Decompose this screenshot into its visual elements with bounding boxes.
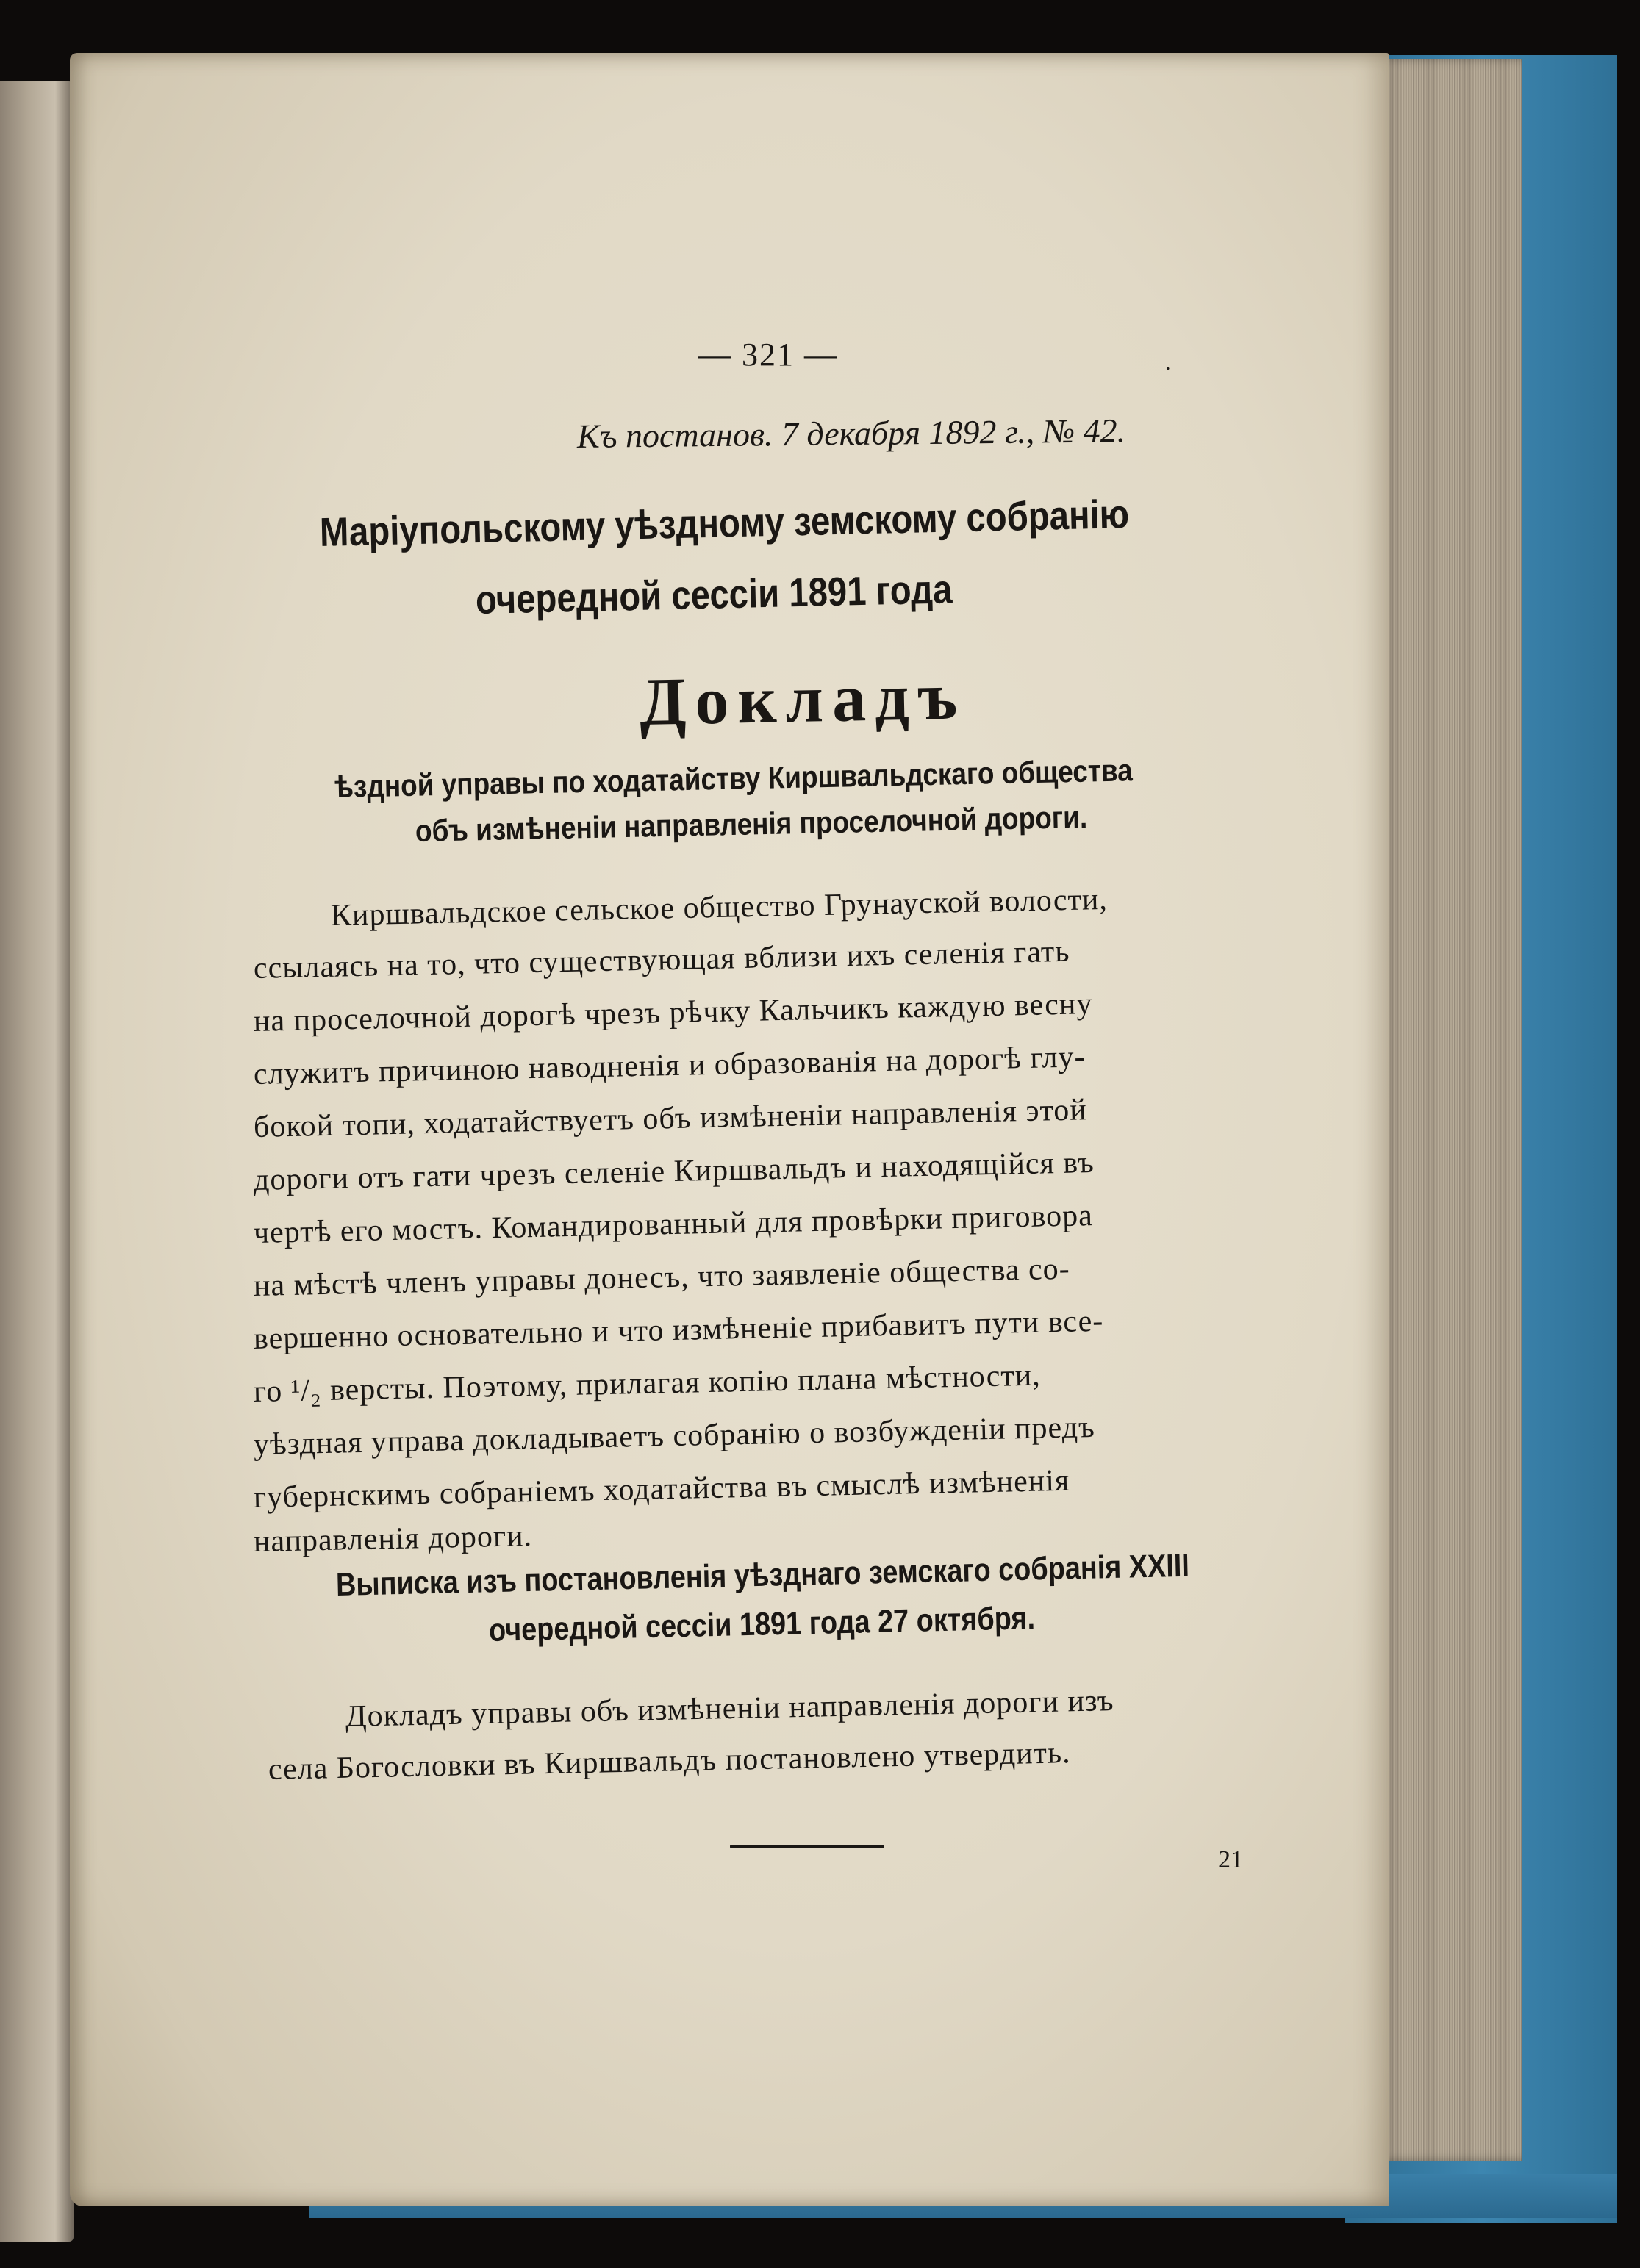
- closing-rule: [730, 1845, 884, 1848]
- extract-line: села Богословки въ Киршвальдъ постановлено утвердить.: [268, 1736, 1072, 1787]
- body-line: губернскимъ собраніемъ ходатайства въ смыслѣ измѣненія: [253, 1463, 1070, 1515]
- body-line: вершенно основательно и что измѣненіе прибавитъ пути все-: [253, 1304, 1104, 1356]
- body-line: го ¹/₂ версты. Поэтому, прилагая копію плана мѣстности,: [253, 1358, 1042, 1409]
- subtitle-line-1: ѣздной управы по ходатайству Киршвальдскаго общества: [334, 753, 1134, 804]
- body-line: на мѣстѣ членъ управы донесъ, что заявленіе общества со-: [253, 1252, 1071, 1303]
- heading-line-1: Маріупольскому уѣздному земскому собранію: [319, 491, 1130, 555]
- page-stack-edge: [1382, 59, 1522, 2161]
- body-line: на проселочной дорогѣ чрезъ рѣчку Кальчикъ каждую весну: [253, 987, 1093, 1038]
- body-line: направленія дороги.: [253, 1519, 533, 1559]
- extract-line: Докладъ управы объ измѣненіи направленія дороги изъ: [345, 1684, 1114, 1734]
- body-line: дороги отъ гати чрезъ селеніе Киршвальдъ и находящійся въ: [253, 1146, 1095, 1197]
- body-line: ссылаясь на то, что существующая вблизи ихъ селенія гать: [253, 934, 1070, 986]
- left-page-edge: [0, 81, 74, 2242]
- document-title: Докладъ: [639, 658, 967, 739]
- extract-heading-line-2: очередной сессіи 1891 года 27 октября.: [488, 1600, 1036, 1648]
- book-page: [70, 53, 1389, 2206]
- extract-heading-line-1: Выписка изъ постановленія уѣзднаго земскаго собранія XXIII: [335, 1547, 1190, 1603]
- reference-line: Къ постанов. 7 декабря 1892 г., № 42.: [576, 412, 1126, 455]
- signature-number: 21: [1218, 1846, 1243, 1873]
- page-dot: .: [1165, 351, 1171, 375]
- body-line: Киршвальдское сельское общество Грунауской волости,: [330, 882, 1109, 933]
- body-line: служитъ причиною наводненія и образованія на дорогѣ глу-: [253, 1040, 1086, 1091]
- subtitle-line-2: объ измѣненіи направленія проселочной дороги.: [415, 799, 1088, 848]
- body-line: чертѣ его мостъ. Командированный для провѣрки приговора: [253, 1199, 1094, 1250]
- heading-line-2: очередной сессіи 1891 года: [475, 566, 953, 622]
- page-number: — 321 —: [698, 337, 838, 373]
- body-line: бокой топи, ходатайствуетъ объ измѣненіи направленія этой: [253, 1093, 1088, 1144]
- body-line: уѣздная управа докладываетъ собранію о возбужденіи предъ: [253, 1410, 1096, 1462]
